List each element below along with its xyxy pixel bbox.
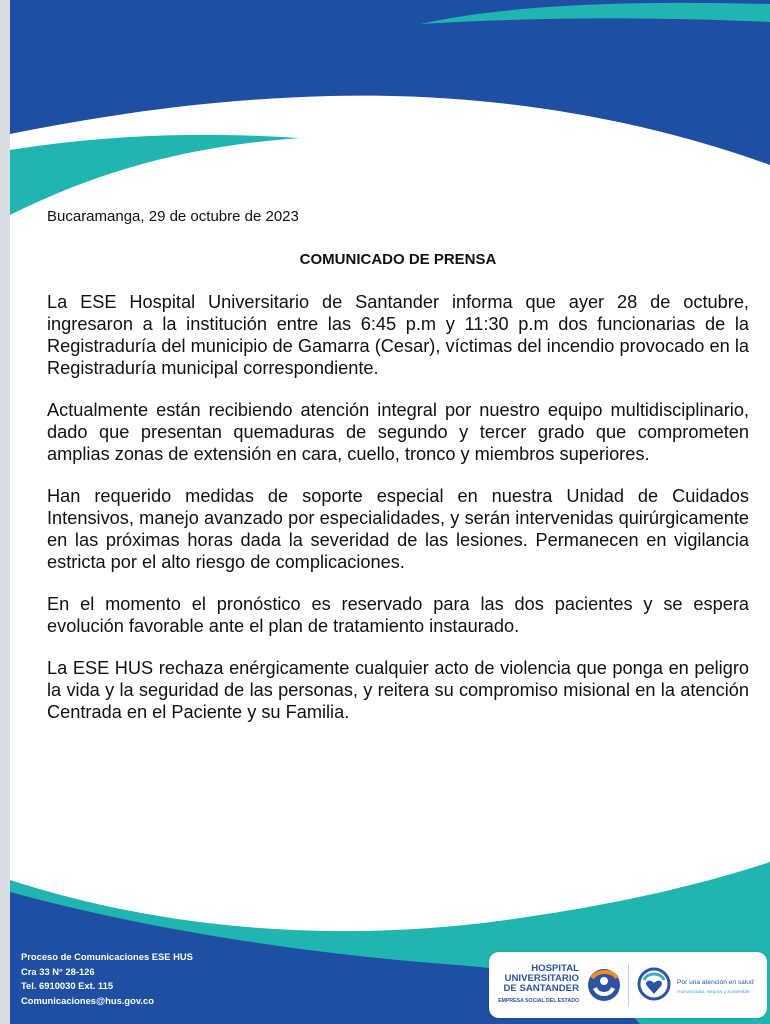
document-body (47, 291, 749, 743)
paragraph: Actualmente están recibiendo atención integral por nuestro equipo multidisciplinario, dado que presentan quemaduras de segundo y tercer grado que comprometen amplias zonas de extensión en cara, cuello, tronco y miembros superiores. (47, 400, 749, 464)
footer-contact-info (21, 950, 193, 1008)
slogan: Por una atención en salud (677, 979, 754, 986)
footer-logo-card (489, 952, 767, 1018)
paragraph: La ESE HUS rechaza enérgicamente cualquier acto de violencia que ponga en peligro la vida y la seguridad de las personas, y reitera su compromiso misional en la atención Centrada en el Paciente y su Familia. (47, 658, 749, 722)
footer-line-department: Proceso de Comunicaciones ESE HUS (21, 951, 193, 962)
paragraph: Han requerido medidas de soporte especial en nuestra Unidad de Cuidados Intensivos, manejo avanzado por especialidades, y serán intervenidas quirúrgicamente en las próximas horas dada la severidad de las lesiones. Permanecen en vigilancia estricta por el alto riesgo de complicaciones. (47, 486, 749, 572)
hus-logo-icon (584, 966, 624, 1004)
slogan-subtitle: Humanizada, Segura y Sostenible (677, 990, 750, 995)
header-teal-ribbon (10, 135, 300, 215)
date-line: Bucaramanga, 29 de octubre de 2023 (47, 208, 299, 225)
footer-line-address: Cra 33 N° 28-126 (21, 965, 95, 977)
hospital-name: HOSPITAL UNIVERSITARIO DE SANTANDER (503, 963, 579, 994)
hospital-subtitle: EMPRESA SOCIAL DEL ESTADO (498, 998, 579, 1004)
paragraph: En el momento el pronóstico es reservado para las dos pacientes y se espera evolución favorable ante el plan de tratamiento instaurado. (47, 594, 749, 636)
footer-line-phone: Tel. 6910030 Ext. 115 (21, 980, 114, 991)
paragraph: La ESE Hospital Universitario de Santander informa que ayer 28 de octubre, ingresaron a la institución entre las 6:45 p.m y 11:30 p.m dos funcionarias de la Registraduría del municipio de Gamarra (Cesar), víctimas del incendio provocado en la Registraduría municipal correspondiente. (47, 292, 749, 378)
logo-divider (628, 964, 629, 1006)
document-title: COMUNICADO DE PRENSA (299, 251, 497, 268)
footer-line-email: Comunicaciones@hus.gov.co (21, 994, 154, 1006)
heart-hands-icon (635, 966, 673, 1002)
